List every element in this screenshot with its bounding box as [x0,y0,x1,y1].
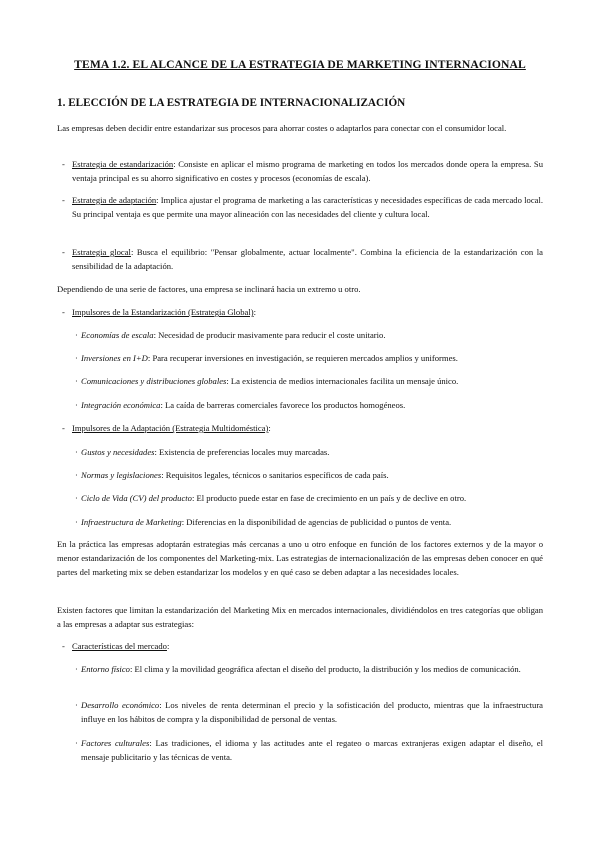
market-label: Características del mercado [72,641,167,651]
strategy-term: Estrategia glocal [72,247,131,257]
bullet-dash: - [62,641,65,651]
driver-text: : La caída de barreras comerciales favorece los productos homogéneos. [160,400,406,410]
bullet-dash: - [62,195,65,205]
bullet-dot: · [75,400,78,410]
bullet-dot: · [75,376,78,386]
bullet-dot: · [75,738,78,748]
market-item [75,736,543,764]
driver-text: : Para recuperar inversiones en investigación, se requieren mercados amplios y uniformes. [147,353,458,363]
section-heading: 1. ELECCIÓN DE LA ESTRATEGIA DE INTERNACIONALIZACIÓN [57,97,406,109]
practice-paragraph: En la práctica las empresas adoptarán estrategias más cercanas a uno u otro enfoque en función de los factores externos y de la mayor o menor estandarización de los componentes del Marketing-mix. Las estrategias de internacionalización de las empresas deben conocer en qué partes del marketing mix se deben estandarizar los modelos y en qué caso se deben adaptar a las necesidades locales. [57,539,543,577]
strategy-glocal [60,245,543,273]
adapt-driver-item [75,468,543,482]
adapt-driver-item [75,491,543,505]
market-item [75,662,543,676]
adapt-drivers-heading [60,421,543,435]
bullet-dash: - [62,423,65,433]
bullet-dash: - [62,247,65,257]
bullet-dot: · [75,493,78,503]
factors-intro: Dependiendo de una serie de factores, una empresa se inclinará hacia un extremo u otro. [57,284,361,294]
adapt-drivers-label: Impulsores de la Adaptación (Estrategia Multidoméstica) [72,423,269,433]
global-driver-item [75,374,543,388]
bullet-dash: - [62,307,65,317]
limits-paragraph: Existen factores que limitan la estandarización del Marketing Mix en mercados internacionales, dividiéndolos en tres categorías que obligan a las empresas a adaptar sus estrategias: [57,605,543,629]
driver-text: : Diferencias en la disponibilidad de agencias de publicidad o puntos de venta. [181,517,452,527]
strategy-text: : Busca el equilibrio: "Pensar globalmente, actuar localmente". Combina la eficiencia de la estandarización con la sensibilidad de la adaptación. [72,247,543,271]
driver-term: Inversiones en I+D [81,353,148,363]
strategy-standardization [60,157,543,185]
strategy-adaptation [60,193,543,221]
market-term: Desarrollo económico [81,700,160,710]
global-drivers-heading [60,305,543,319]
bullet-dot: · [75,330,78,340]
driver-text: : La existencia de medios internacionales facilita un mensaje único. [226,376,459,386]
driver-term: Economías de escala [81,330,154,340]
market-text: : Las tradiciones, el idioma y las actitudes ante el regateo o marcas extranjeras exigen adaptar el diseño, el mensaje publicitario y las técnicas de venta. [81,738,543,762]
driver-text: : Existencia de preferencias locales muy marcadas. [154,447,330,457]
strategy-term: Estrategia de estandarización [72,159,174,169]
bullet-dot: · [75,517,78,527]
global-driver-item [75,351,543,365]
bullet-dot: · [75,470,78,480]
market-term: Entorno físico [81,664,130,674]
strategy-term: Estrategia de adaptación [72,195,157,205]
global-driver-item [75,398,543,412]
driver-term: Infraestructura de Marketing [81,517,182,527]
driver-text: : El producto puede estar en fase de crecimiento en un país y de declive en otro. [191,493,467,503]
market-item [75,698,543,726]
market-term: Factores culturales [81,738,150,748]
global-drivers-label: Impulsores de la Estandarización (Estrategia Global) [72,307,254,317]
driver-term: Integración económica [81,400,161,410]
bullet-dot: · [75,664,78,674]
adapt-driver-item [75,445,543,459]
bullet-dot: · [75,700,78,710]
page-title: TEMA 1.2. EL ALCANCE DE LA ESTRATEGIA DE MARKETING INTERNACIONAL [74,58,526,71]
bullet-dot: · [75,353,78,363]
intro-paragraph: Las empresas deben decidir entre estandarizar sus procesos para ahorrar costes o adaptarlos para conectar con el consumidor local. [57,123,507,133]
bullet-dot: · [75,447,78,457]
driver-term: Gustos y necesidades [81,447,155,457]
strategy-text: : Consiste en aplicar el mismo programa de marketing en todos los mercados donde opera la empresa. Su ventaja principal es su ahorro significativo en costes y procesos (economías de escala). [72,159,543,183]
driver-text: : Necesidad de producir masivamente para reducir el coste unitario. [153,330,386,340]
driver-term: Comunicaciones y distribuciones globales [81,376,227,386]
market-text: : Los niveles de renta determinan el precio y la sofisticación del producto, mientras que la infraestructura influye en los hábitos de compra y la disponibilidad de personal de ventas. [81,700,543,724]
bullet-dash: - [62,159,65,169]
driver-text: : Requisitos legales, técnicos o sanitarios específicos de cada país. [161,470,389,480]
driver-term: Ciclo de Vida (CV) del producto [81,493,192,503]
market-text: : El clima y la movilidad geográfica afectan el diseño del producto, la distribución y los medios de comunicación. [129,664,521,674]
driver-term: Normas y legislaciones [81,470,162,480]
colon: : [268,423,271,433]
adapt-driver-item [75,515,543,529]
strategy-text: : Implica ajustar el programa de marketing a las características y necesidades específicas de cada mercado local. Su principal ventaja es que permite una mayor alineación con las necesidades del cliente y cultura local. [72,195,543,219]
global-driver-item [75,328,543,342]
colon: : [166,641,170,651]
colon: : [253,307,256,317]
market-heading [60,639,543,653]
